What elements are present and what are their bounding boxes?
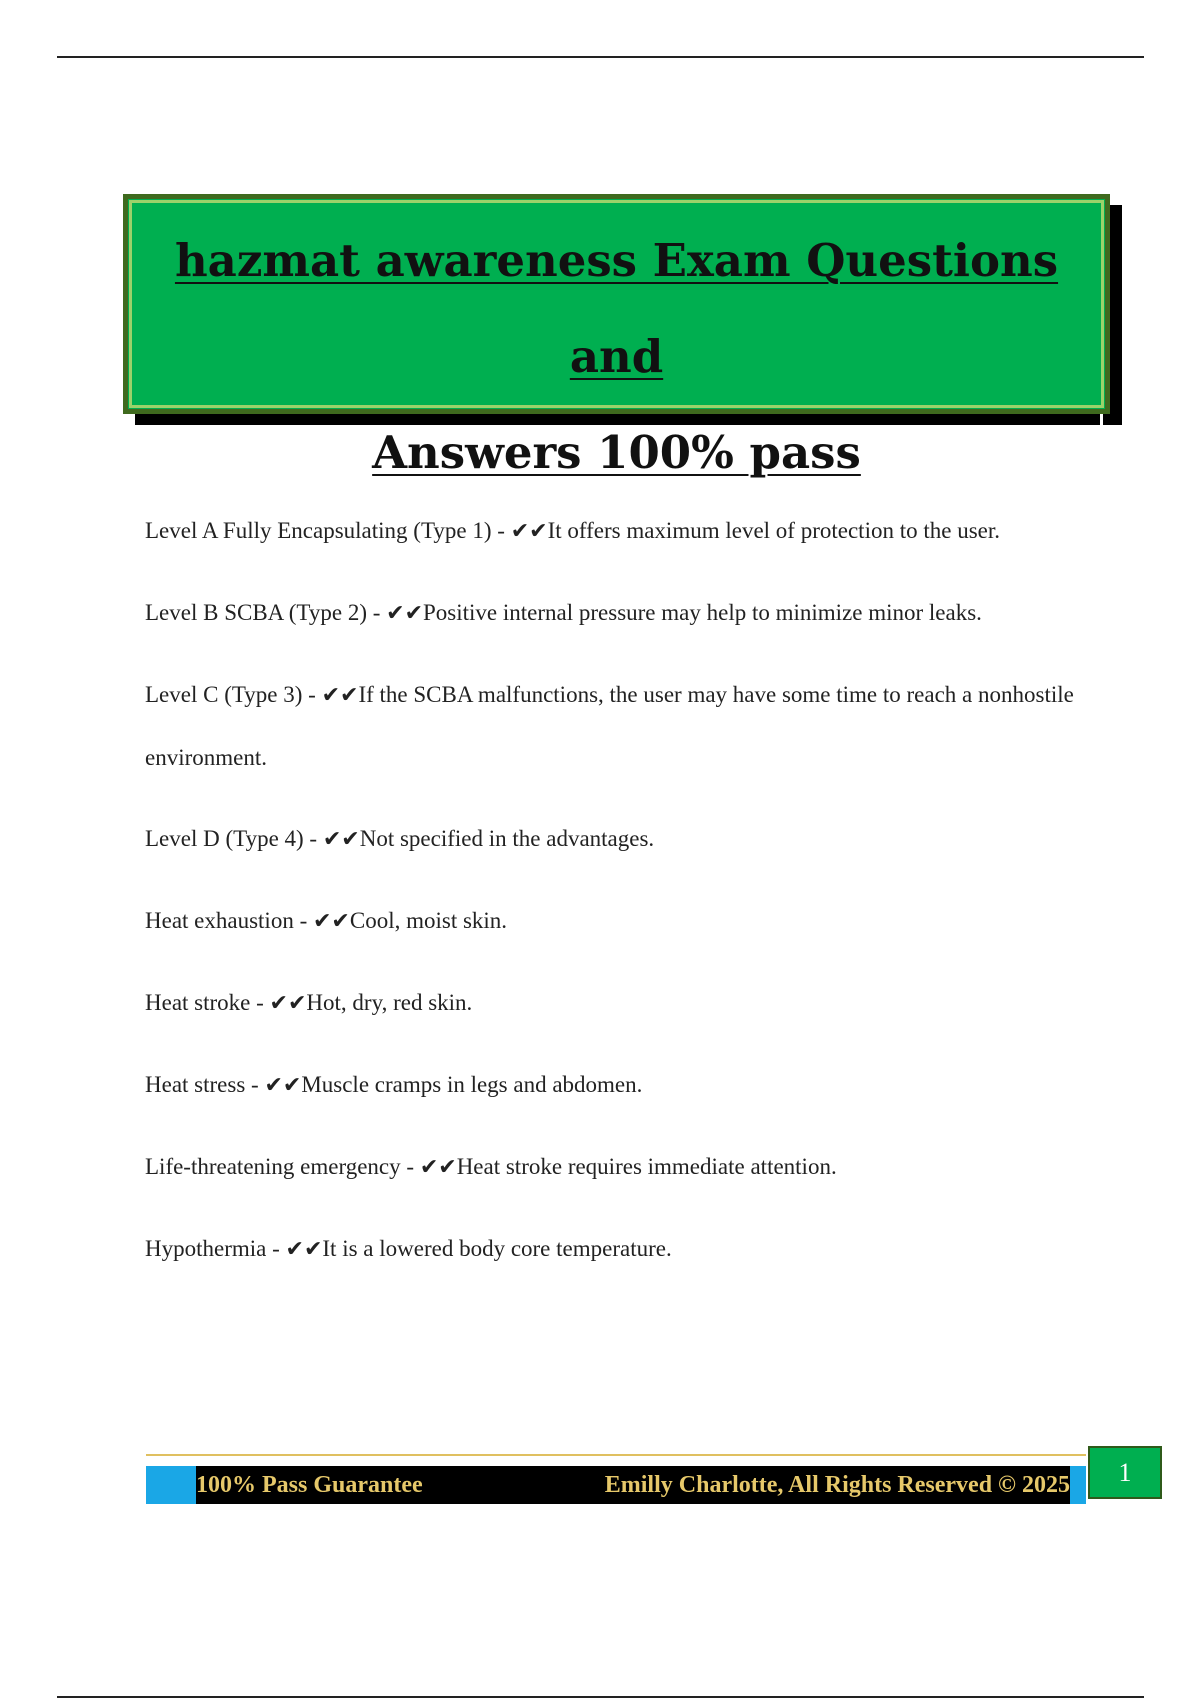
check-icon: ✔✔ — [312, 909, 350, 934]
bottom-rule — [57, 1696, 1144, 1698]
qa-term: Hypothermia - — [145, 1236, 286, 1261]
check-icon: ✔✔ — [264, 1073, 302, 1098]
qa-answer: It offers maximum level of protection to the user. — [547, 518, 1000, 543]
check-icon: ✔✔ — [321, 683, 359, 708]
qa-entry — [145, 890, 1095, 953]
qa-term: Level D (Type 4) - — [145, 826, 323, 851]
qa-entry — [145, 1054, 1095, 1117]
qa-answer: Heat stroke requires immediate attention. — [456, 1154, 837, 1179]
qa-term: Level C (Type 3) - — [145, 682, 322, 707]
check-icon: ✔✔ — [285, 1237, 323, 1262]
qa-term: Life-threatening emergency - — [145, 1154, 420, 1179]
footer-left-text: 100% Pass Guarantee — [196, 1472, 423, 1498]
qa-answer: Muscle cramps in legs and abdomen. — [301, 1072, 643, 1097]
qa-term: Heat exhaustion - — [145, 908, 313, 933]
title-banner — [123, 194, 1110, 479]
page-title-line-2: Answers 100% pass — [372, 426, 861, 479]
check-icon: ✔✔ — [386, 601, 424, 626]
footer-divider — [146, 1454, 1086, 1456]
footer-copyright: Emilly Charlotte, All Rights Reserved © 2025 — [604, 1472, 1070, 1498]
qa-answer: Positive internal pressure may help to minimize minor leaks. — [423, 600, 982, 625]
qa-answer: It is a lowered body core temperature. — [322, 1236, 672, 1261]
qa-term: Heat stress - — [145, 1072, 265, 1097]
qa-answer: Hot, dry, red skin. — [306, 990, 473, 1015]
qa-entry — [145, 664, 1095, 789]
qa-entry — [145, 972, 1095, 1035]
check-icon: ✔✔ — [419, 1155, 457, 1180]
qa-term: Level A Fully Encapsulating (Type 1) - — [145, 518, 511, 543]
qa-entry — [145, 808, 1095, 871]
qa-entry — [145, 1218, 1095, 1281]
page-title — [128, 199, 1105, 501]
qa-answer: If the SCBA malfunctions, the user may have some time to reach a nonhostile environment. — [145, 682, 1074, 770]
check-icon: ✔✔ — [510, 519, 548, 544]
qa-term: Heat stroke - — [145, 990, 270, 1015]
qa-entry — [145, 582, 1095, 645]
qa-entry — [145, 500, 1095, 563]
qa-answer: Not specified in the advantages. — [359, 826, 655, 851]
qa-answer: Cool, moist skin. — [349, 908, 508, 933]
qa-term: Level B SCBA (Type 2) - — [145, 600, 387, 625]
page-title-line-1: hazmat awareness Exam Questions and — [174, 234, 1059, 383]
check-icon: ✔✔ — [322, 827, 360, 852]
qa-list — [145, 500, 1095, 1300]
page-number: 1 — [1088, 1446, 1162, 1499]
check-icon: ✔✔ — [269, 991, 307, 1016]
qa-entry — [145, 1136, 1095, 1199]
top-rule — [57, 56, 1144, 58]
